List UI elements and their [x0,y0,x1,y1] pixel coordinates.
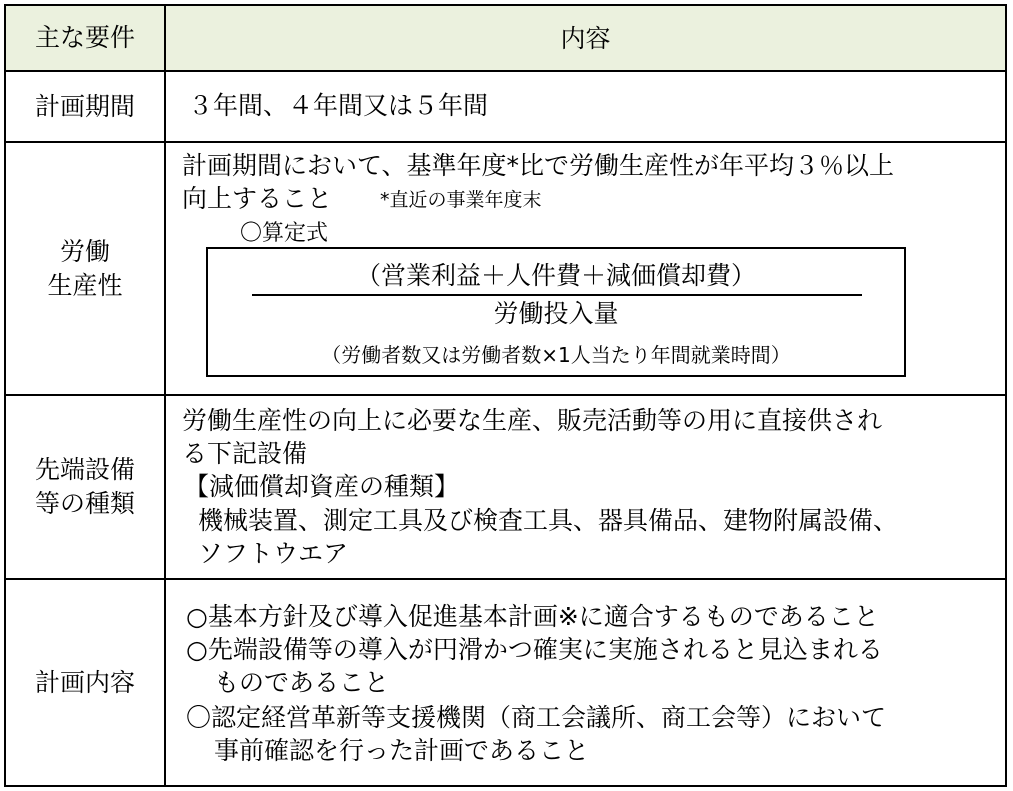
row-content-plan-content [166,580,1005,785]
row-label-labor-productivity [6,143,166,394]
footnote-text: *直近の事業年度末 [380,189,542,211]
content-line: 機械装置、測定工具及び検査工具、器具備品、建物附属設備、 [198,506,899,535]
row-content-equipment-types [166,396,1005,578]
row-label-text: 計画期間 [34,91,135,121]
fraction-bar [252,294,862,296]
content-line: 計画期間において、基準年度*比で労働生産性が年平均３％以上 [182,151,895,180]
content-line: 【減価償却資産の種類】 [184,472,460,501]
row-content-labor-productivity [166,143,1005,394]
content-line: る下記設備 [182,439,308,468]
row-label-text: 労働 [59,236,110,266]
row-label-equipment-types [6,396,166,578]
content-line: 〇認定経営革新等支援機関（商工会議所、商工会等）において [186,703,887,732]
row-label-text: 先端設備 [34,455,135,484]
header-main-requirements: 主な要件 [6,6,166,70]
row-label-text: 等の種類 [34,489,135,518]
content-line: ものであること [214,668,390,697]
formula-heading: 〇算定式 [240,221,329,246]
row-label-text: 計画内容 [34,667,135,697]
table-row-equipment-types [6,396,1005,580]
content-line: 事前確認を行った計画であること [214,736,590,765]
content-line: ３年間、４年間又は５年間 [188,91,489,120]
table-row-labor-productivity [6,143,1005,396]
formula-note: （労働者数又は労働者数×1人当たり年間就業時間） [321,343,791,367]
requirements-table [4,4,1007,787]
formula-numerator: （営業利益＋人件費＋減価償却費） [355,261,756,290]
row-label-text: 生産性 [47,270,123,300]
row-content-plan-period [166,72,1005,141]
content-line: ソフトウエア [198,539,349,568]
table-row-plan-period [6,72,1005,143]
content-line: ○基本方針及び導入促進基本計画※に適合するものであること [186,602,879,631]
formula-denominator: 労働投入量 [493,299,619,328]
row-label-plan-content [6,580,166,785]
content-line: 労働生産性の向上に必要な生産、販売活動等の用に直接供され [182,406,883,435]
content-line: ○先端設備等の導入が円滑かつ確実に実施されると見込まれる [186,635,883,664]
table-header-row [6,6,1005,72]
content-line: 向上すること [182,184,333,213]
row-label-plan-period [6,72,166,141]
header-content: 内容 [166,6,1005,70]
table-row-plan-content [6,580,1005,785]
formula-box [206,247,906,377]
